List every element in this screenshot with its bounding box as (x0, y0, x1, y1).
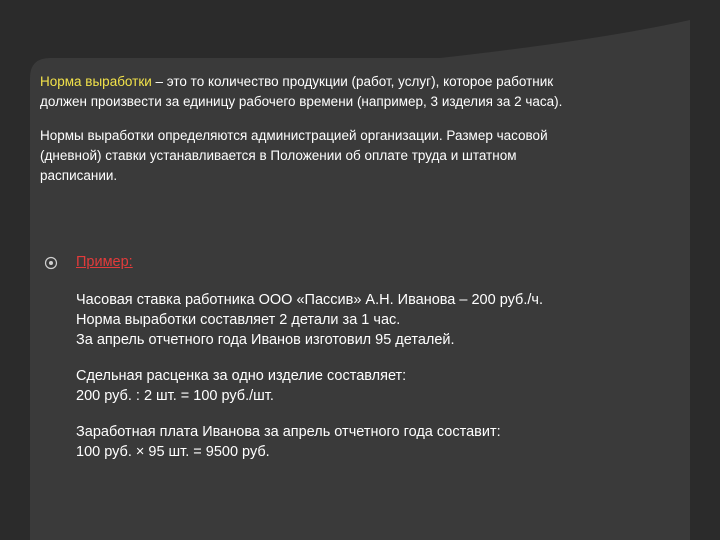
circle-dot-icon (44, 256, 58, 270)
example-line: 200 руб. : 2 шт. = 100 руб./шт. (76, 388, 274, 404)
definition-paragraph (40, 72, 680, 112)
note-line-1: Нормы выработки определяются администрацией организации. Размер часовой (40, 128, 548, 143)
example-line: Часовая ставка работника ООО «Пассив» А.Н. Иванова – 200 руб./ч. (76, 292, 543, 308)
term-highlight: Норма выработки (40, 74, 152, 89)
note-line-3: расписании. (40, 168, 118, 183)
example-paragraph-1 (76, 290, 676, 350)
example-paragraph-3 (76, 422, 676, 462)
example-block (76, 252, 676, 478)
example-heading: Пример: (76, 254, 133, 270)
example-line: За апрель отчетного года Иванов изготовил 95 деталей. (76, 332, 455, 348)
example-line: 100 руб. × 95 шт. = 9500 руб. (76, 444, 270, 460)
example-line: Норма выработки составляет 2 детали за 1 час. (76, 312, 401, 328)
example-line: Сдельная расценка за одно изделие составляет: (76, 368, 407, 384)
note-line-2: (дневной) ставки устанавливается в Положении об оплате труда и штатном (40, 148, 517, 163)
definition-line-2: должен произвести за единицу рабочего времени (например, 3 изделия за 2 часа). (40, 94, 563, 109)
note-paragraph (40, 126, 680, 186)
example-line: Заработная плата Иванова за апрель отчетного года составит: (76, 424, 501, 440)
definition-rest: – это то количество продукции (работ, услуг), которое работник (151, 74, 554, 89)
example-paragraph-2 (76, 366, 676, 406)
intro-text (40, 72, 680, 200)
